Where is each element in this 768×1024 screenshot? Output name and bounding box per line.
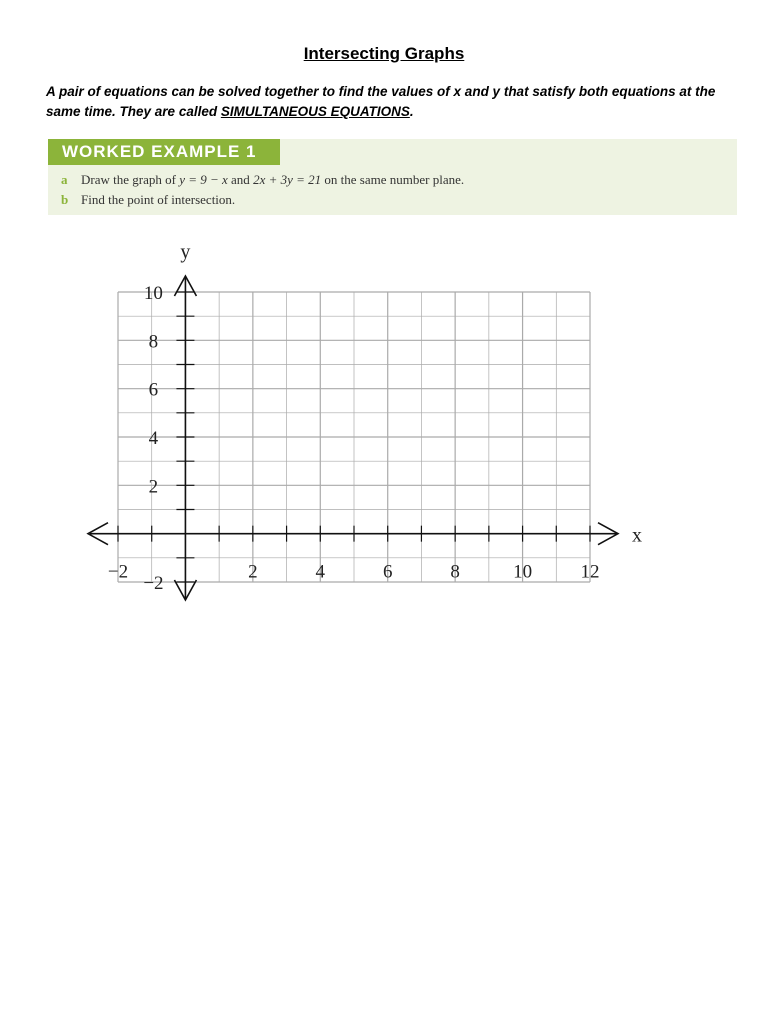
part-a-text-2: and: [227, 172, 254, 187]
x-axis-label: x: [632, 524, 642, 547]
equation-1: y = 9 − x: [179, 172, 228, 187]
part-a-text-1: Draw the graph of: [81, 172, 180, 187]
intro-text: A pair of equations can be solved together to find the values of x and y that satisfy both equations at the same time. They are called: [46, 84, 716, 119]
y-tick-label: 2: [148, 476, 159, 498]
x-tick-label: −2: [107, 561, 129, 583]
x-tick-label: 2: [248, 561, 258, 583]
part-b-label: b: [61, 192, 69, 207]
equation-2: 2x + 3y = 21: [253, 172, 322, 187]
intro-term: SIMULTANEOUS EQUATIONS: [220, 104, 410, 119]
worked-example-header: WORKED EXAMPLE 1: [48, 139, 280, 165]
part-b-text: Find the point of intersection.: [81, 192, 236, 207]
y-tick-label: 4: [148, 428, 159, 449]
graph-labels: [108, 241, 642, 594]
x-tick-label: 12: [580, 561, 600, 583]
part-a-text-3: on the same number plane.: [321, 172, 465, 187]
page-title: Intersecting Graphs: [303, 44, 465, 63]
y-axis-label: y: [180, 241, 191, 263]
y-tick-label: 8: [148, 331, 159, 353]
x-tick-label: 6: [382, 561, 393, 583]
x-tick-label: 4: [315, 561, 326, 583]
part-a-label: a: [61, 172, 68, 187]
graph-axes: [88, 276, 618, 600]
y-tick-label: 6: [148, 379, 159, 401]
y-tick-label: −2: [143, 573, 164, 594]
x-tick-label: 8: [450, 561, 460, 583]
y-tick-label: 10: [143, 283, 163, 304]
intro-end: .: [409, 104, 414, 119]
x-tick-label: 10: [513, 561, 533, 583]
